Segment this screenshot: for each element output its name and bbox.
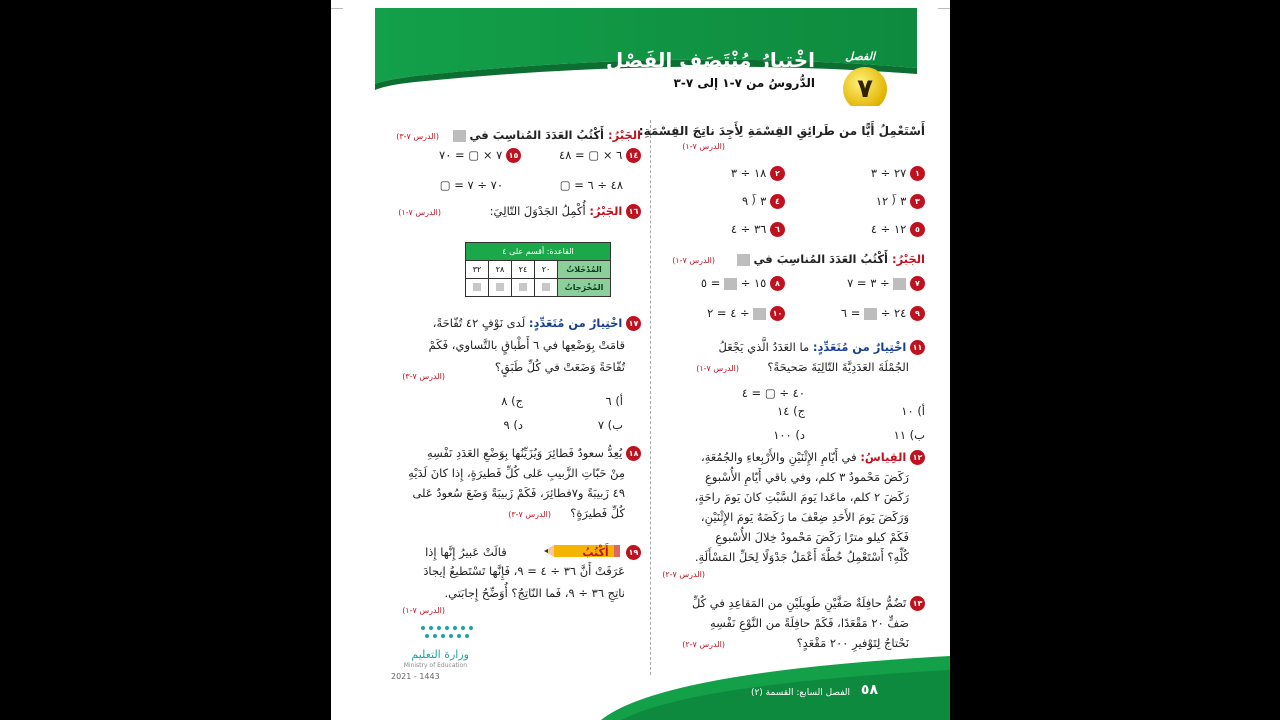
table-cell: ٢٤ bbox=[512, 261, 535, 279]
blank-box bbox=[453, 130, 466, 142]
question-13-line: صَفٍّ ٢٠ مَقْعَدًا، فَكَمْ حافِلَةً من النَّوْعِ نَفْسِهِ bbox=[709, 616, 909, 630]
page-subtitle: الدُّروسُ من ٧-١ إلى ٧-٣ bbox=[673, 76, 815, 90]
table-cell: ٣٢ bbox=[466, 261, 489, 279]
number-badge: ١١ bbox=[910, 340, 925, 355]
exercise-10: ١٠ ÷ ٤ = ٢ bbox=[707, 306, 785, 321]
number-badge: ٥ bbox=[910, 222, 925, 237]
number-badge: ٣ bbox=[910, 194, 925, 209]
blank-box bbox=[864, 308, 877, 320]
number-badge: ٤ bbox=[770, 194, 785, 209]
number-badge: ٧ bbox=[910, 276, 925, 291]
question-12-line: كُلِّهِ؟ أَسْتَعْمِلُ خُطَّةَ أَعْمَلُ جَدْوَلًا لِحَلِّ المَسْأَلَةِ. bbox=[694, 550, 909, 564]
exercise-15: ١٥ ٧ × ▢ = ٧٠ bbox=[439, 148, 521, 163]
question-18-line: مِنْ حَبّاتِ الزَّبيبِ عَلى كُلِّ فَطيرَةٍ، إِذا كانَ لَدَيْهِ bbox=[408, 466, 625, 480]
question-17-line: قامَتْ بِوَضْعِها في ٦ أَطْباقٍ بالتَّساوي، فَكَمْ bbox=[428, 338, 625, 352]
question-12-line: فَكَمْ كيلو مترًا رَكَضَ مَحْمودٌ خِلالَ الأُسْبوعِ bbox=[715, 530, 909, 544]
exercise-4: ٤ ٣ ⟌ ٩ bbox=[742, 194, 785, 209]
number-badge: ١٥ bbox=[506, 148, 521, 163]
exercise-5: ٥ ١٢ ÷ ٤ bbox=[871, 222, 925, 237]
algebra-heading: الجَبْرُ: أَكْتُبُ العَدَدَ المُناسِبَ في bbox=[453, 128, 641, 142]
exercise-2: ٢ ١٨ ÷ ٣ bbox=[731, 166, 785, 181]
left-column bbox=[391, 118, 641, 638]
question-19: ١٩ أَكْتُبُ قالَتْ عَبيرُ إِنَّها إِذا bbox=[425, 542, 641, 563]
question-12-line: وَرَكَضَ يَومَ الأَحَدِ ضِعْفَ ما رَكَضَهُ يَومَ الإِثْنَيْنِ، bbox=[700, 510, 909, 524]
table-cell: ٢٠ bbox=[535, 261, 558, 279]
lesson-ref: (الدرس ٧-٢) bbox=[662, 570, 705, 579]
number-badge: ١٢ bbox=[910, 450, 925, 465]
question-17-options: أ) ٦ ج) ٨ ب) ٧ د) ٩ bbox=[501, 394, 623, 432]
lesson-ref: (الدرس ٧-١) bbox=[672, 256, 715, 265]
number-badge: ١٦ bbox=[626, 204, 641, 219]
input-output-table bbox=[465, 242, 611, 297]
footer-text: الفصل السابع: القسمة (٢) bbox=[750, 688, 850, 698]
blank-box bbox=[753, 308, 766, 320]
crop-mark bbox=[331, 8, 343, 9]
number-badge: ١ bbox=[910, 166, 925, 181]
question-17-line: تُفّاحَةً وَضَعَتْ في كُلِّ طَبَقٍ؟ bbox=[494, 360, 625, 374]
exercise-8: ٨ ١٥ ÷ = ٥ bbox=[701, 276, 785, 291]
write-tag: أَكْتُبُ bbox=[582, 546, 609, 559]
question-11-line: الجُمْلَةَ العَدَدِيَّةَ التّالِيَةَ صَحيحَةً؟ bbox=[767, 360, 909, 374]
table-cell bbox=[512, 279, 535, 297]
question-19-line: عَرَفَتْ أَنَّ ٣٦ ÷ ٤ = ٩، فَإِنَّها تَسْتَطيعُ إيجادَ bbox=[423, 564, 625, 578]
exercise-3: ٣ ٣ ⟌ ١٢ bbox=[876, 194, 925, 209]
question-12-line: رَكَضَ مَحْمودٌ ٣ كلم، وفي باقي أَيّامِ الأُسْبوعِ bbox=[705, 470, 909, 484]
algebra-heading: الجَبْرُ: أَكْتُبُ العَدَدَ المُناسِبَ في bbox=[737, 252, 925, 266]
table-row bbox=[466, 261, 611, 279]
lesson-ref: (الدرس ٧-٣) bbox=[508, 510, 551, 519]
exercise-15b: ٧٠ ÷ ٧ = ▢ bbox=[439, 178, 503, 192]
exercise-7: ٧ ÷ ٣ = ٧ bbox=[847, 276, 925, 291]
lesson-ref: (الدرس ٧-١) bbox=[402, 606, 445, 615]
page-title: اخْتِبارُ مُنْتَصَفِ الفَصْلِ bbox=[605, 48, 815, 72]
footer-swoosh bbox=[601, 654, 950, 720]
number-badge: ١٠ bbox=[770, 306, 785, 321]
number-badge: ١٣ bbox=[910, 596, 925, 611]
lesson-ref: (الدرس ٧-٢) bbox=[682, 640, 725, 649]
table-row bbox=[466, 279, 611, 297]
question-18-line: ٤٩ زَبيبَةً و٧فطائِرَ، فَكَمْ زَبيبَةً وَضَعَ سُعودٌ عَلى bbox=[412, 486, 625, 500]
logo-mark bbox=[417, 622, 487, 644]
exercise-9: ٩ ٢٤ ÷ = ٦ bbox=[841, 306, 925, 321]
question-17: ١٧ اخْتِيارٌ من مُتَعَدِّدٍ: لَدى نَوْفٍ ٤٢ تُفّاحَةً، bbox=[433, 316, 641, 331]
question-19-line: ناتِجِ ٣٦ ÷ ٩، فَما النّاتِجُ؟ أُوَضِّحُ إِجابَتي. bbox=[444, 586, 625, 600]
missing-number-exercises bbox=[653, 276, 925, 320]
page-number: ٥٨ bbox=[860, 682, 878, 698]
question-16: ١٦ الجَبْرُ: أُكْمِلُ الجَدْوَلَ التّالِيَ: bbox=[490, 204, 641, 219]
question-11-options: أ) ١٠ ج) ١٤ ب) ١١ د) ١٠٠ bbox=[773, 404, 925, 442]
number-badge: ٩ bbox=[910, 306, 925, 321]
question-18-line: كُلِّ فَطيرَةٍ؟ bbox=[570, 506, 625, 520]
question-13-line: نَحْتاجُ لِتَوْفيرِ ٢٠٠ مَقْعَدٍ؟ bbox=[796, 636, 909, 650]
intro-text: أَسْتَعْمِلُ أَيًّا من طَرائِقِ القِسْمَةِ لِأَجِدَ ناتِجَ القِسْمَةِ: bbox=[638, 124, 925, 138]
table-cell: ٢٨ bbox=[489, 261, 512, 279]
lesson-ref: (الدرس ٧-٣) bbox=[402, 372, 445, 381]
logo-text-ar: وزارة التعليم bbox=[411, 648, 469, 661]
lesson-ref: (الدرس ٧-١) bbox=[696, 364, 739, 373]
question-13: ١٣ تَضُمُّ حافِلَةٌ صَفَّيْنِ طَوِيلَيْنِ من المَقاعِدِ في كُلِّ bbox=[692, 596, 925, 611]
table-rule: القاعدة: أقسم على ٤ bbox=[466, 243, 611, 261]
question-11: ١١ اخْتِيارٌ من مُتَعَدِّدٍ: ما العَدَدُ الَّذي يَجْعَلُ bbox=[719, 340, 925, 355]
question-12: ١٢ القِياسُ: في أَيّامِ الإِثْنَيْنِ والأَرْبِعاءِ والجُمُعَةِ، bbox=[701, 450, 925, 465]
table-cell bbox=[535, 279, 558, 297]
textbook-page bbox=[331, 0, 950, 720]
exercise-1: ١ ٢٧ ÷ ٣ bbox=[871, 166, 925, 181]
exercise-14b: ٤٨ ÷ ٦ = ▢ bbox=[559, 178, 623, 192]
blank-box bbox=[724, 278, 737, 290]
number-badge: ٦ bbox=[770, 222, 785, 237]
crop-mark bbox=[938, 8, 950, 9]
chapter-number-badge: ٧ bbox=[843, 67, 887, 106]
logo-text-en: Ministry of Education bbox=[403, 662, 467, 669]
table-cell bbox=[466, 279, 489, 297]
exercise-6: ٦ ٣٦ ÷ ٤ bbox=[731, 222, 785, 237]
question-12-line: رَكَضَ ٢ كلم، ماعَدا يَومَ السَّبْتِ كانَ يَومَ راحَةٍ، bbox=[694, 490, 909, 504]
exercise-14: ١٤ ٦ × ▢ = ٤٨ bbox=[559, 148, 641, 163]
number-badge: ١٤ bbox=[626, 148, 641, 163]
chapter-word: الفصل bbox=[845, 50, 875, 63]
output-label: المُخْرَجاتُ bbox=[558, 279, 611, 297]
division-exercises bbox=[653, 166, 925, 236]
number-badge: ١٩ bbox=[626, 545, 641, 560]
lesson-ref: (الدرس ٧-٣) bbox=[396, 132, 439, 141]
ministry-logo bbox=[389, 622, 489, 687]
question-18: ١٨ يُعِدُّ سعودٌ فَطائِرَ وَيُزَيِّنُها بِوَضْعِ العَدَدِ نَفْسِهِ bbox=[427, 446, 641, 461]
table-cell bbox=[489, 279, 512, 297]
logo-year: 2021 - 1443 bbox=[391, 672, 440, 681]
blank-box bbox=[737, 254, 750, 266]
number-badge: ١٨ bbox=[626, 446, 641, 461]
blank-box bbox=[893, 278, 906, 290]
column-divider bbox=[650, 120, 651, 675]
number-badge: ٨ bbox=[770, 276, 785, 291]
question-11-expression: ٤٠ ÷ ▢ = ٤ bbox=[741, 386, 805, 400]
number-badge: ٢ bbox=[770, 166, 785, 181]
right-column bbox=[638, 118, 925, 658]
lesson-ref: (الدرس ٧-١) bbox=[682, 142, 725, 151]
number-badge: ١٧ bbox=[626, 316, 641, 331]
multiplication-exercises bbox=[391, 148, 641, 208]
chapter-header bbox=[375, 8, 917, 106]
lesson-ref: (الدرس ٧-١) bbox=[398, 208, 441, 217]
input-label: المُدْخَلاتُ bbox=[558, 261, 611, 279]
